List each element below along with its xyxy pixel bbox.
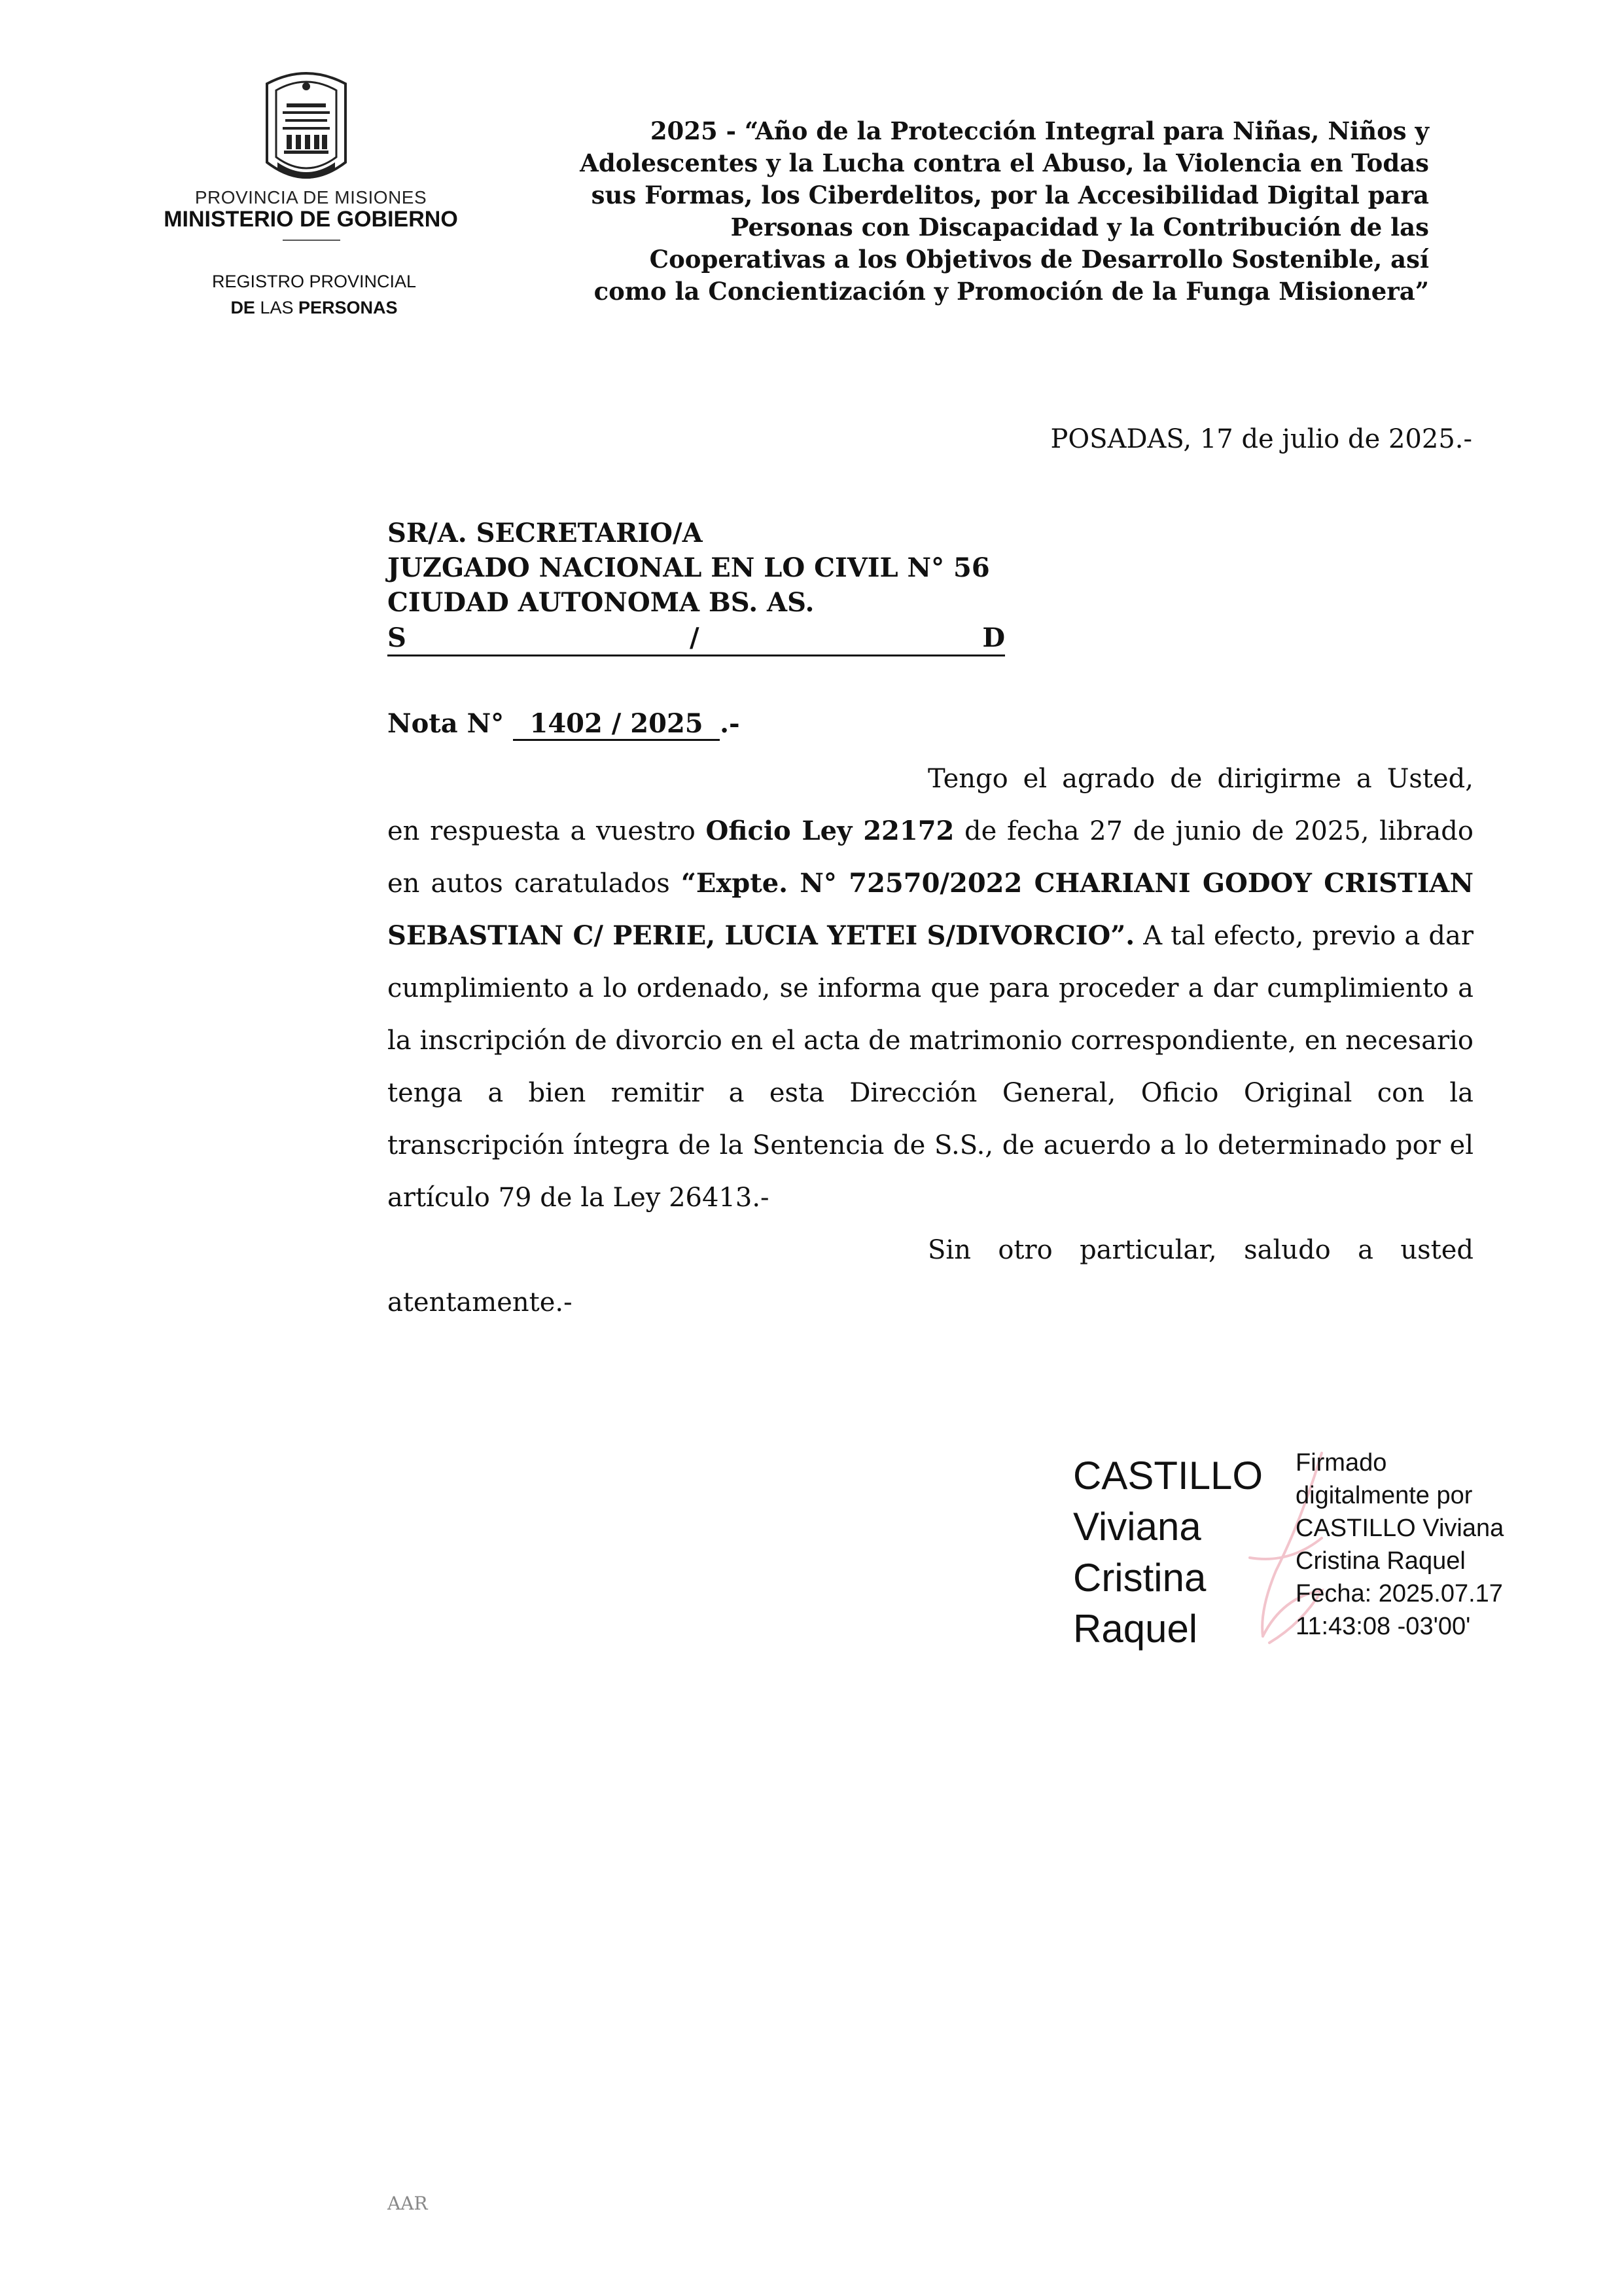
note-suffix: .- [720,708,740,739]
note-number [387,708,976,741]
su-despacho-line [387,622,1005,656]
addressee-block [387,516,1042,620]
signature-details: Firmado digitalmente por CASTILLO Viviana Cristina Raquel Fecha: 2025.07.17 11:43:08 -03'00' [1296,1449,1504,1640]
typist-initials: AAR [387,2193,428,2214]
registry-line-2: DE LAS PERSONAS [230,298,398,317]
sd-mid: / [690,622,699,653]
body-paragraph-1: Tengo el agrado de dirigirme a Usted, en respuesta a vuestro Oficio Ley 22172 de fecha 27 de junio de 2025, librado en autos caratulados “Expte. N° 72570/2022 CHARIANI GODOY CRISTIAN SEBASTIAN C/ PERIE, LUCIA YETEI S/DIVORCIO”. A tal efecto, previo a dar cumplimiento a lo ordenado, se informa que para proceder a dar cumplimiento a la inscripción de divorcio en el acta de matrimonio correspondiente, en necesario tenga a bien remitir a esta Dirección General, Oficio Original con la transcripción íntegra de la Sentencia de S.S., de acuerdo a lo determinado por el artículo 79 de la Ley 26413.- [387,764,1474,1213]
addressee-line-3: CIUDAD AUTONOMA BS. AS. [387,587,815,618]
note-label: Nota N° [387,708,504,739]
header-divider [283,240,340,241]
registry-name [196,268,432,321]
addressee-line-2: JUZGADO NACIONAL EN LO CIVIL N° 56 [387,552,990,583]
body-paragraph-2: Sin otro particular, saludo a usted atentamente.- [387,1235,1474,1318]
ministry-name: MINISTERIO DE GOBIERNO [164,207,458,232]
letter-body [387,753,1474,1329]
place-date: POSADAS, 17 de julio de 2025.- [1050,424,1472,454]
addressee-line-1: SR/A. SECRETARIO/A [387,518,703,548]
sd-right: D [982,622,1005,653]
sd-left: S [387,622,406,653]
signer-name: CASTILLO Viviana Cristina Raquel [1073,1454,1263,1651]
province-name: PROVINCIA DE MISIONES [194,187,427,207]
registry-line-1: REGISTRO PROVINCIAL [211,272,417,291]
note-number-value: 1402 / 2025 [513,708,720,741]
year-motto: 2025 - “Año de la Protección Integral para Niñas, Niños y Adolescentes y la Lucha contra el Abuso, la Violencia en Todas sus Formas, los Ciberdelitos, por la Accesibilidad Digital para Personas con Discapacidad y la Contribución de las Cooperativas a los Objetivos de Desarrollo Sostenible, así como la Concientización y Promoción de la Funga Misionera” [580,117,1429,306]
digital-signature [1073,1440,1505,1662]
provincial-seal-logo [254,64,359,188]
